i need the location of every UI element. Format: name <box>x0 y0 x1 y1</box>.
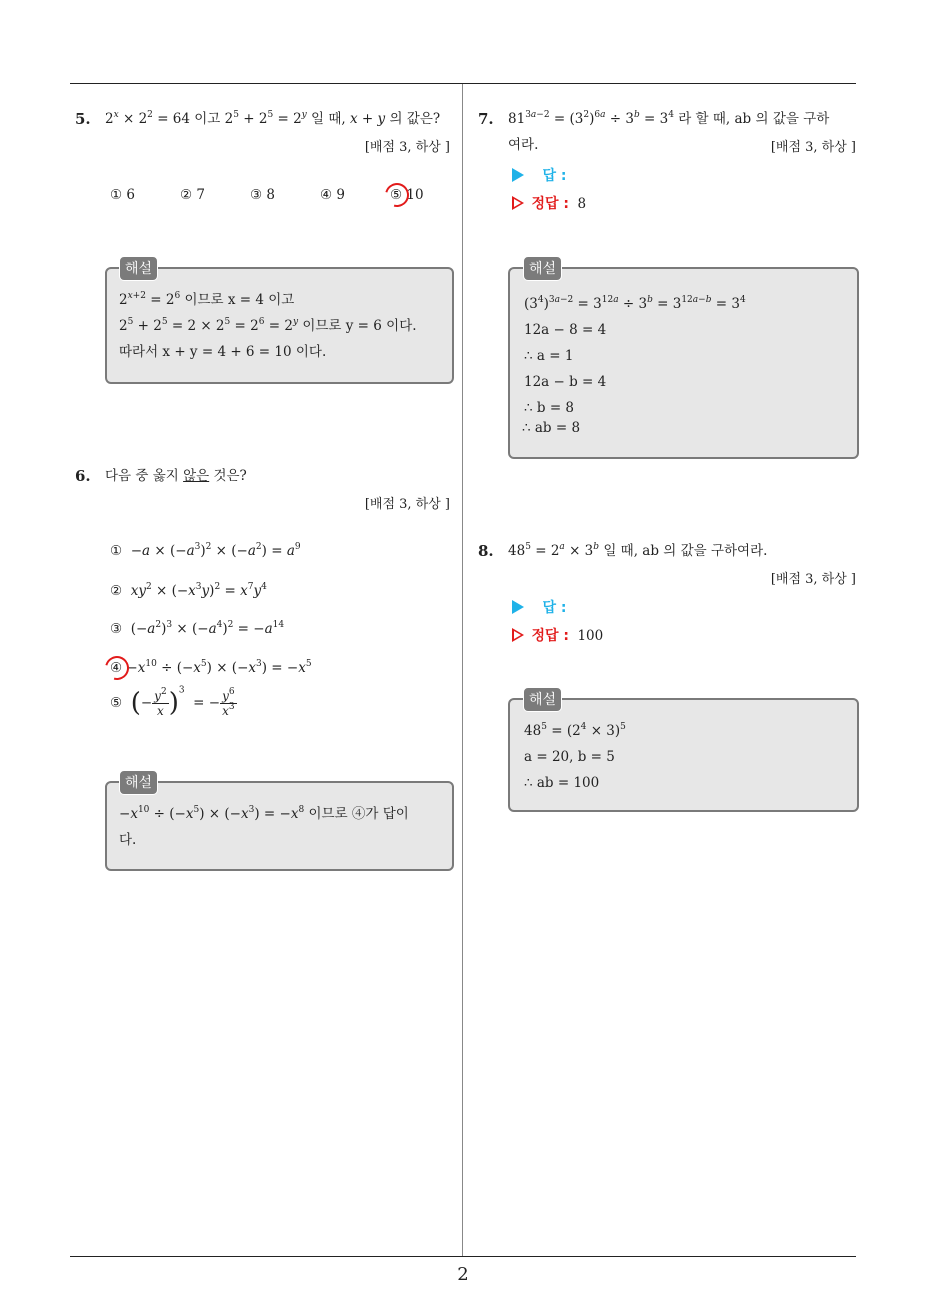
q5-option-1[interactable]: ① 6 <box>110 187 135 203</box>
q8-number: 8. <box>478 542 494 560</box>
q8-exp-line-2: a = 20, b = 5 <box>524 749 615 765</box>
q5-exp-line-3: 따라서 x + y = 4 + 6 = 10 이다. <box>119 344 327 360</box>
q8-score: [배점 3, 하상 ] <box>770 572 856 587</box>
q7-exp-line-1: $(3^4)^{3a-2} = 3^{12a} \div 3^b = 3^{12a-b} = 3^4$ <box>524 295 746 312</box>
q5-explanation-box <box>105 267 454 384</box>
q7-explanation-box <box>508 267 859 459</box>
bottom-rule <box>70 1256 856 1257</box>
q6-option-3[interactable]: ③ $(-a^2)^3 \times (-a^4)^2 = -a^{14}$ <box>110 620 285 637</box>
q6-option-4[interactable]: ④ $-x^{10} \div (-x^5) \times (-x^3) = -x^5$ <box>110 659 312 676</box>
q8-explanation-tag: 해설 <box>523 687 562 712</box>
page-number: 2 <box>457 1264 469 1285</box>
q7-correct-row: 정답 : 8 <box>512 193 586 213</box>
q8-answer-row[interactable]: 답 : <box>512 597 566 617</box>
q8-correct-row: 정답 : 100 <box>512 625 603 645</box>
q6-option-2[interactable]: ② $xy^2 \times (-x^3y)^2 = x^7y^4$ <box>110 582 267 599</box>
q5-option-2[interactable]: ② 7 <box>180 187 205 203</box>
q6-number: 6. <box>75 467 91 485</box>
q6-answer-mark-icon <box>101 652 134 685</box>
q6-exp-line-1: $-x^{10} \div (-x^5) \times (-x^3) = -x^8$ 이므로 ④가 답이 <box>119 805 409 822</box>
q8-exp-line-1: $48^5 = (2^4 \times 3)^5$ <box>524 722 626 739</box>
q5-exp-line-2: $2^5 + 2^5 = 2 \times 2^5 = 2^6 = 2^y$ 이므로 y = 6 이다. <box>119 317 417 334</box>
q6-explanation-box <box>105 781 454 871</box>
column-divider <box>462 84 463 1257</box>
q8-explanation-box <box>508 698 859 812</box>
correct-arrow-icon <box>512 628 524 642</box>
q5-explanation-tag: 해설 <box>119 256 158 281</box>
q7-exp-line-5: ∴ b = 8 <box>524 400 575 416</box>
q7-number: 7. <box>478 110 494 128</box>
q7-explanation-tag: 해설 <box>523 256 562 281</box>
q7-exp-line-4: 12a − b = 4 <box>524 374 607 390</box>
q8-exp-line-3: ∴ ab = 100 <box>524 775 600 791</box>
q6-score: [배점 3, 하상 ] <box>364 497 450 512</box>
correct-arrow-icon <box>512 196 524 210</box>
q5-option-5[interactable]: ⑤ 10 <box>390 187 424 203</box>
q7-stem-line2: 여라. <box>508 137 539 153</box>
q6-explanation-tag: 해설 <box>119 770 158 795</box>
q6-option-5[interactable]: ⑤ (− $\frac{y^2}{x}$ )$^3$ = − $\frac{y^6}{x^3}$ <box>110 685 235 718</box>
top-rule <box>70 83 856 84</box>
q7-exp-line-6: ∴ ab = 8 <box>522 420 581 436</box>
q5-answer-mark-icon <box>381 179 414 212</box>
q5-stem: $2^x \times 2^2 = 64$ 이고 $2^5 + 2^5 = 2^y$ 일 때, x + y 의 값은? <box>105 110 441 127</box>
q7-answer-row[interactable]: 답 : <box>512 165 566 185</box>
q5-option-4[interactable]: ④ 9 <box>320 187 345 203</box>
q7-exp-line-2: 12a − 8 = 4 <box>524 322 607 338</box>
q5-option-3[interactable]: ③ 8 <box>250 187 275 203</box>
q6-stem: 다음 중 옳지 않은 것은? <box>105 468 247 484</box>
q6-exp-line-2: 다. <box>119 832 137 848</box>
q5-score: [배점 3, 하상 ] <box>364 140 450 155</box>
q8-stem: $48^5 = 2^a \times 3^b$ 일 때, ab 의 값을 구하여라. <box>508 542 768 559</box>
answer-arrow-icon <box>512 168 524 182</box>
q5-number: 5. <box>75 110 91 128</box>
q7-stem: $81^{3a-2} = (3^2)^{6a} \div 3^b = 3^4$ 라 할 때, ab 의 값을 구하 <box>508 110 830 127</box>
q7-exp-line-3: ∴ a = 1 <box>524 348 574 364</box>
q7-score: [배점 3, 하상 ] <box>770 140 856 155</box>
q5-exp-line-1: $2^{x+2} = 2^6$ 이므로 x = 4 이고 <box>119 291 295 308</box>
q6-option-1[interactable]: ① $-a \times (-a^3)^2 \times (-a^2) = a^9$ <box>110 542 301 559</box>
answer-arrow-icon <box>512 600 524 614</box>
